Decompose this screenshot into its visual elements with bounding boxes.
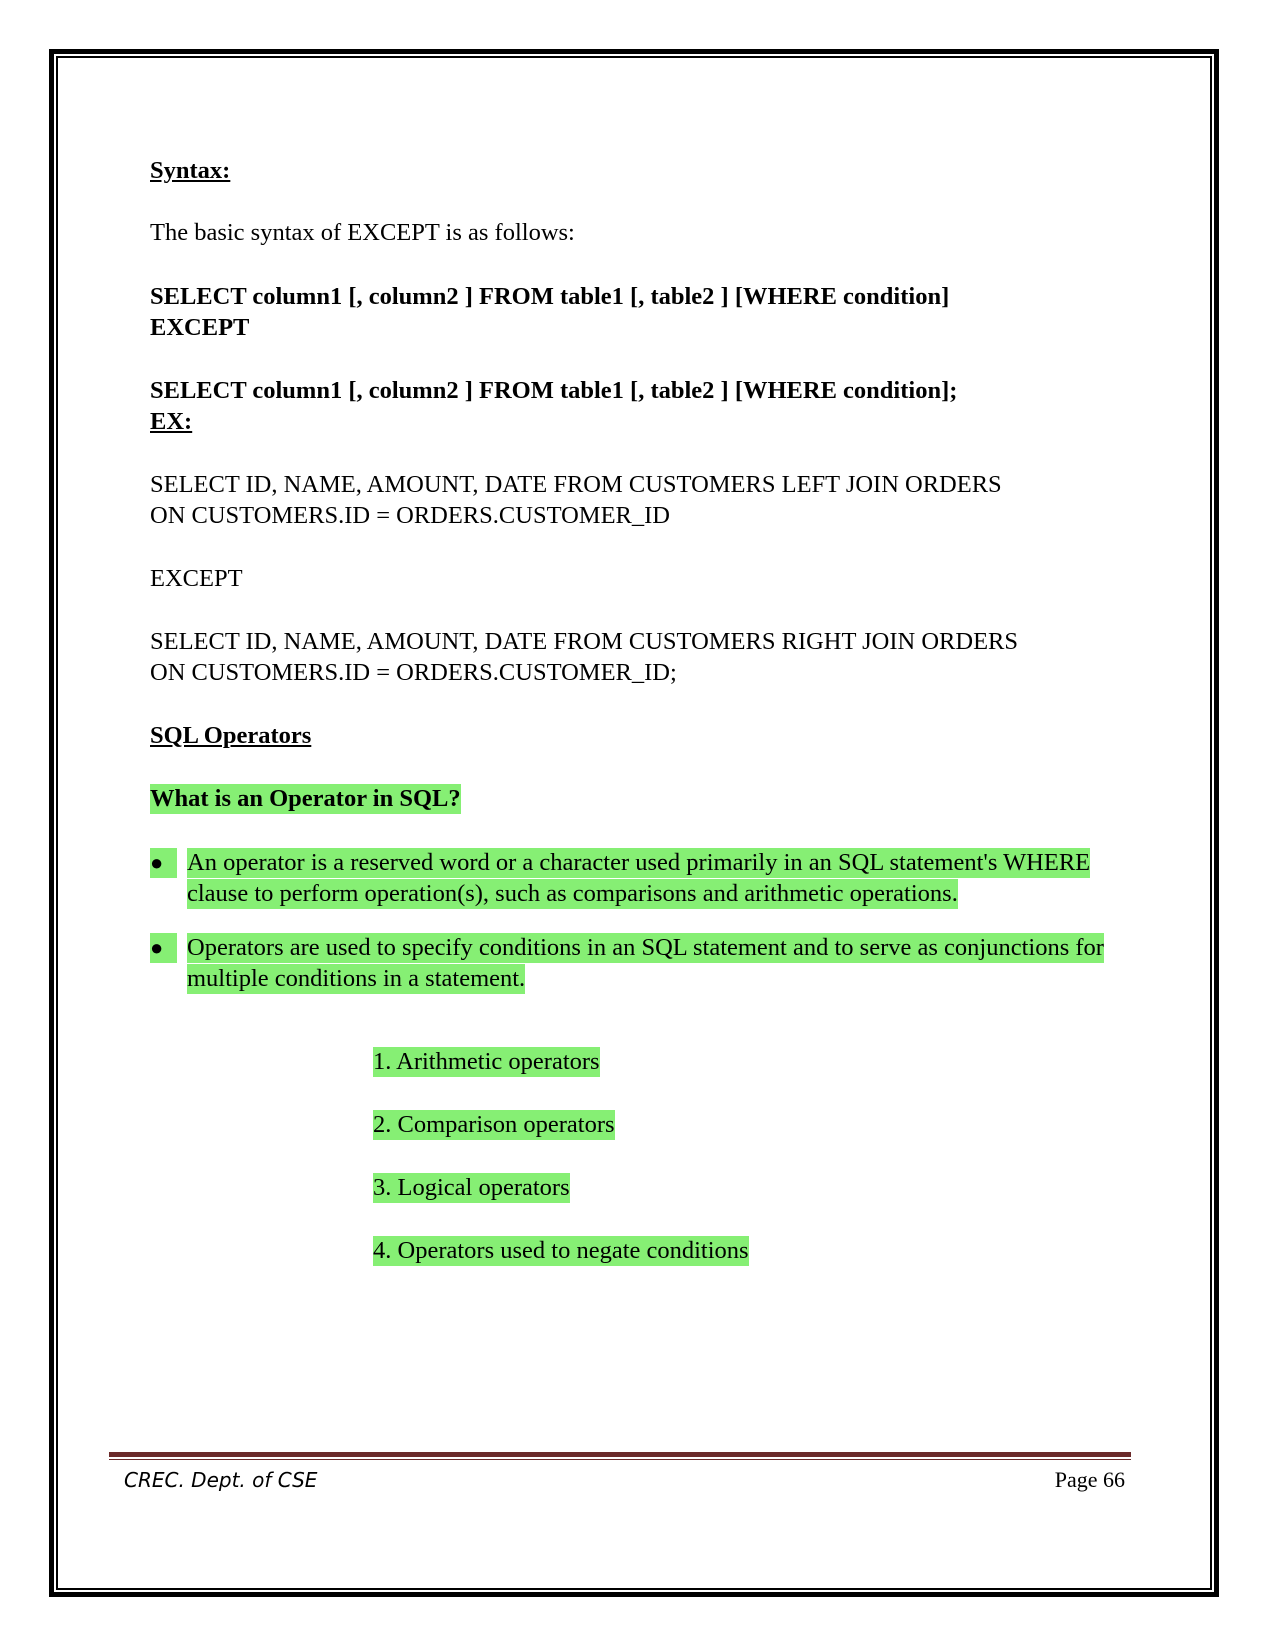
operator-question: What is an Operator in SQL?: [150, 785, 461, 812]
ex-heading: EX:: [150, 408, 193, 435]
bullet-1-line-1: An operator is a reserved word or a character used primarily in an SQL statement's WHERE: [187, 849, 1091, 876]
bullet-2-line-2: multiple conditions in a statement.: [187, 965, 526, 992]
example-line-2: ON CUSTOMERS.ID = ORDERS.CUSTOMER_ID: [150, 502, 671, 529]
example-line-1: SELECT ID, NAME, AMOUNT, DATE FROM CUSTOMERS LEFT JOIN ORDERS: [150, 471, 1002, 498]
bullet-2-line-1: Operators are used to specify conditions in an SQL statement and to serve as conjunctions for: [187, 934, 1104, 961]
operator-type-item: 1. Arithmetic operators: [373, 1048, 600, 1075]
syntax-line-1: SELECT column1 [, column2 ] FROM table1 [, table2 ] [WHERE condition]: [150, 283, 950, 310]
operator-type-item: 4. Operators used to negate conditions: [373, 1237, 749, 1264]
syntax-intro: The basic syntax of EXCEPT is as follows:: [150, 219, 575, 246]
footer-department: CREC. Dept. of CSE: [124, 1468, 318, 1492]
footer-page-number: Page 66: [1054, 1467, 1125, 1492]
example-line-5: ON CUSTOMERS.ID = ORDERS.CUSTOMER_ID;: [150, 659, 677, 686]
operator-type-item: 3. Logical operators: [373, 1174, 570, 1201]
footer-rule: [109, 1452, 1131, 1457]
bullet-icon: ●: [150, 848, 177, 878]
bullet-1-line-2: clause to perform operation(s), such as comparisons and arithmetic operations.: [187, 880, 958, 907]
operator-type-item: 2. Comparison operators: [373, 1111, 615, 1138]
syntax-heading: Syntax:: [150, 157, 231, 184]
syntax-line-2: EXCEPT: [150, 314, 250, 341]
operators-heading: SQL Operators: [150, 722, 312, 749]
bullet-icon: ●: [150, 933, 177, 963]
syntax-line-3: SELECT column1 [, column2 ] FROM table1 [, table2 ] [WHERE condition];: [150, 377, 958, 404]
example-line-4: SELECT ID, NAME, AMOUNT, DATE FROM CUSTOMERS RIGHT JOIN ORDERS: [150, 628, 1019, 655]
example-line-3: EXCEPT: [150, 565, 243, 592]
footer-rule-thin: [109, 1459, 1131, 1460]
